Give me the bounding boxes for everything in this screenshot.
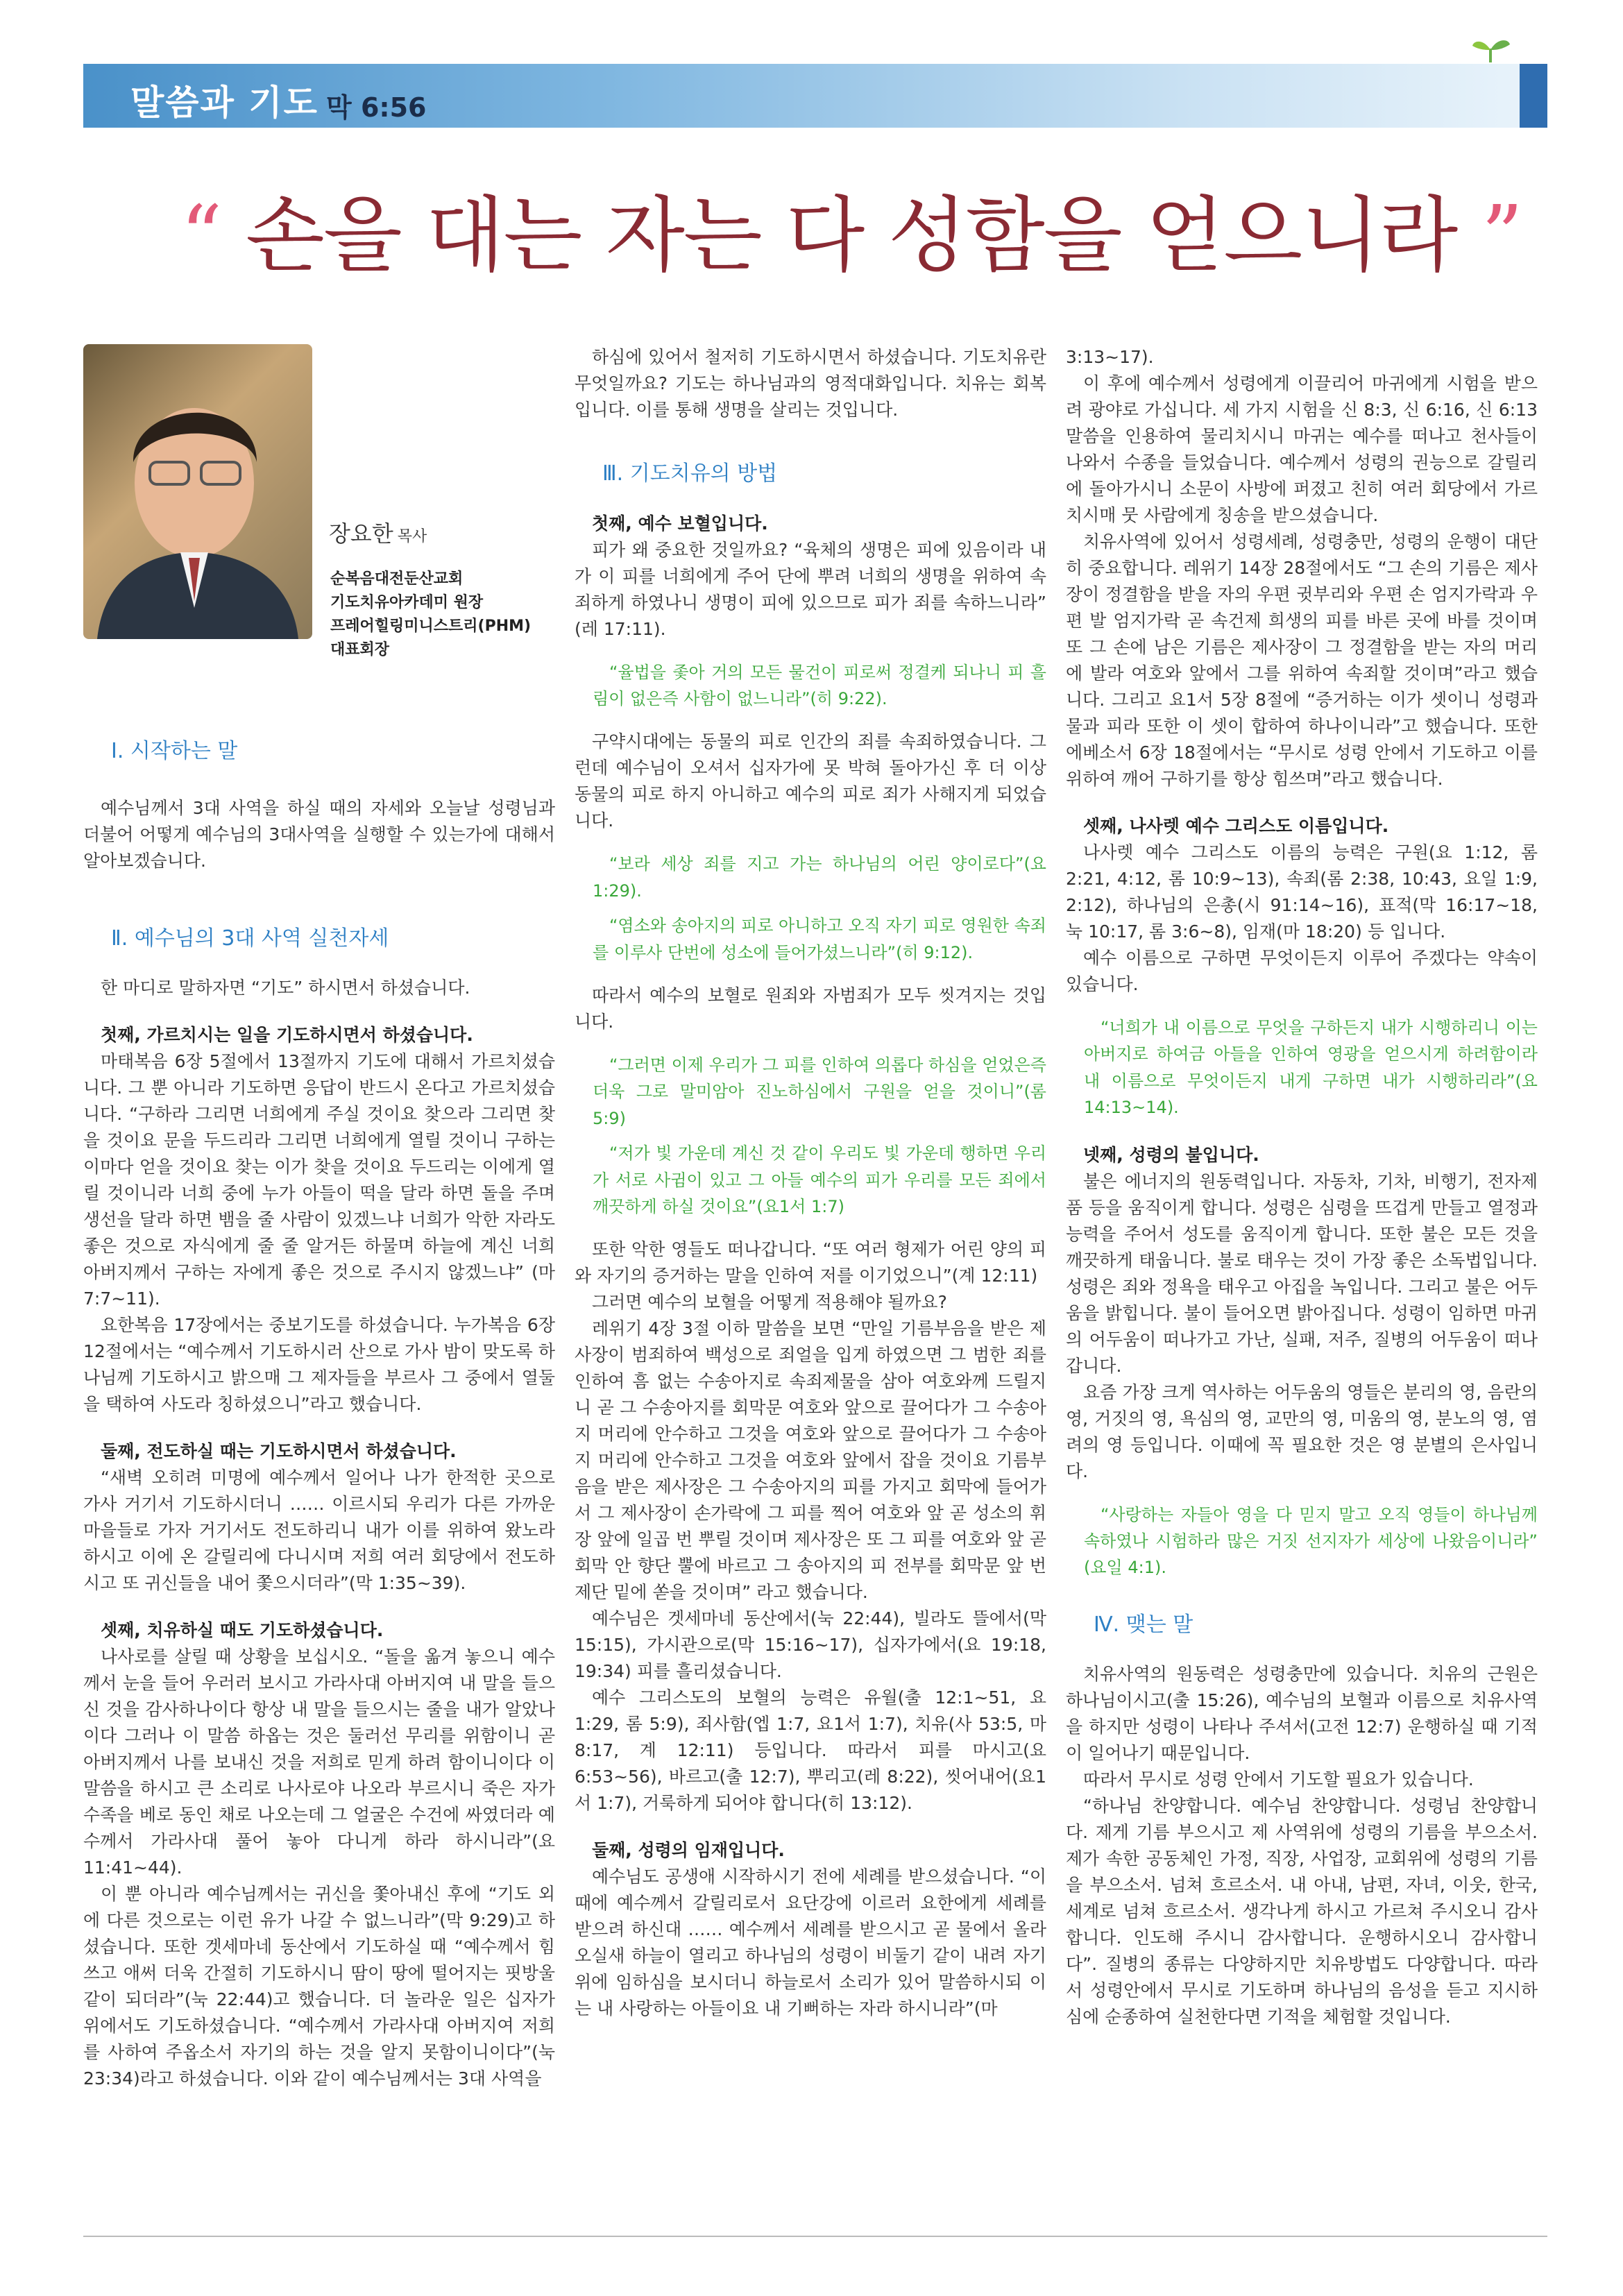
paragraph: 나사로를 살릴 때 상황을 보십시오. “돌을 옮겨 놓으니 예수께서 눈을 들어 우러러 보시고 가라사대 아버지여 내 말을 들으신 것을 감사하나이다 항상 내 말을 들으시는 줄을 내가 알았나이다 그러나 이 말씀 하옵는 것은 둘러선 무리를 위함이니 곧 아버지께서 나를 보내신 것을 저희로 믿게 하려 함이니이다 이 말씀을 하시고 큰 소리로 나사로야 나오라 부르시니 죽은 자가 수족을 베로 동인 채로 나오는데 그 얼굴은 수건에 싸였더라 예수께서 가라사대 풀어 놓아 다니게 하라 하시니라”(요 11:41~44). [83,1647,555,1878]
paragraph: 나사렛 예수 그리스도 이름의 능력은 구원(요 1:12, 롬 2:21, 4:12, 롬 10:9~13), 속죄(롬 2:38, 10:43, 요일 1:9, 2:12), 하나님의 은총(시 91:14~16), 표적(막 16:17~18, 눅 10:17, 롬 3:6~8), 임재(마 18:20) 등 입니다. [1066,842,1538,942]
subsection-heading: 넷째, 성령의 불입니다. [1083,1144,1259,1165]
author-title: 목사 [397,528,427,545]
author-name-text: 장요한 [329,520,393,547]
paragraph: 이 후에 예수께서 성령에게 이끌리어 마귀에게 시험을 받으려 광야로 가십니다. 세 가지 시험을 신 8:3, 신 6:16, 신 6:13 말씀을 인용하여 물리치시니 마귀는 예수를 떠나고 천사들이 나와서 수종을 들었습니다. 예수께서 성령의 권능으로 갈릴리에 돌아가시니 소문이 사방에 퍼졌고 친히 여러 회당에서 가르치시매 뭇 사람에게 칭송을 받으셨습니다. [1066,373,1538,525]
paragraph: 따라서 무시로 성령 안에서 기도할 필요가 있습니다. [1083,1769,1474,1790]
section-heading: Ⅲ. 기도치유의 방법 [602,461,778,486]
column-1 [83,735,555,2092]
scripture-quote: “사랑하는 자들아 영을 다 믿지 말고 오직 영들이 하나님께 속하였나 시험하라 많은 거짓 선지자가 세상에 나왔음이니라” (요일 4:1). [1084,1504,1538,1578]
paragraph: 따라서 예수의 보혈로 원죄와 자범죄가 모두 씻겨지는 것입니다. [575,985,1046,1032]
author-info [330,568,531,662]
headline-text: 손을 대는 자는 다 성함을 얻으니라 [245,187,1457,283]
paragraph: 한 마디로 말하자면 “기도” 하시면서 하셨습니다. [101,978,470,998]
paragraph: 3:13~17). [1066,347,1154,367]
scripture-quote: “저가 빛 가운데 계신 것 같이 우리도 빛 가운데 행하면 우리가 서로 사귐이 있고 그 아들 예수의 피가 우리를 모든 죄에서 깨끗하게 하실 것이요”(요1서 1:7) [593,1143,1046,1216]
paragraph: 요한복음 17장에서는 중보기도를 하셨습니다. 누가복음 6장 12절에서는 “예수께서 기도하시러 산으로 가사 밤이 맞도록 하나님께 기도하시고 밝으매 그 제자들을 부르사 그 중에서 열둘을 택하여 사도라 칭하셨으니”라고 했습니다. [83,1315,555,1415]
scripture-reference: 막 6:56 [326,92,427,123]
subsection-heading: 셋째, 나사렛 예수 그리스도 이름입니다. [1083,816,1389,836]
author-info-line: 기도치유아카데미 원장 [330,594,484,612]
close-quote: ” [1481,187,1522,283]
subsection-heading: 첫째, 예수 보혈입니다. [592,513,768,534]
paragraph: 불은 에너지의 원동력입니다. 자동차, 기차, 비행기, 전자제품 등을 움직이게 합니다. 성령은 심령을 뜨겁게 만들고 열정과 능력을 주어서 성도를 움직이게 합니다. 또한 불은 모든 것을 깨끗하게 태웁니다. 불로 태우는 것이 가장 좋은 소독법입니다. 성령은 죄와 정욕을 태우고 아집을 녹입니다. 그리고 불은 어두움을 밝힙니다. 불이 들어오면 밝아집니다. 성령이 임하면 마귀의 어두움이 떠나가고 가난, 실패, 저주, 질병의 어두움이 떠나갑니다. [1066,1171,1538,1376]
section-heading: Ⅰ. 시작하는 말 [111,739,238,763]
sprout-icon [1470,36,1511,64]
paragraph: 예수 이름으로 구하면 무엇이든지 이루어 주겠다는 약속이 있습니다. [1066,948,1538,994]
paragraph: 피가 왜 중요한 것일까요? “육체의 생명은 피에 있음이라 내가 이 피를 너희에게 주어 단에 뿌려 너희의 생명을 위하여 속죄하게 하였나니 생명이 피에 있으므로 피가 죄를 속하느니라” (레 17:11). [575,539,1046,639]
open-quote: “ [180,187,221,283]
author-info-line: 프레어힐링미니스트리(PHM) [330,618,532,636]
paragraph: 요즘 가장 크게 역사하는 어두움의 영들은 분리의 영, 음란의 영, 거짓의 영, 욕심의 영, 교만의 영, 미움의 영, 분노의 영, 염려의 영 등입니다. 이때에 꼭 필요한 것은 영 분별의 은사입니다. [1066,1381,1538,1481]
author-photo [83,344,312,639]
paragraph: “새벽 오히려 미명에 예수께서 일어나 나가 한적한 곳으로 가사 거기서 기도하시더니 …… 이르시되 우리가 다른 가까운 마을들로 가자 거기서도 전도하리니 내가 이를 위하여 왔노라 하시고 이에 온 갈릴리에 다니시며 저희 여러 회당에서 전도하시고 또 귀신들을 내어 쫓으시더라”(막 1:35~39). [83,1468,555,1594]
paragraph: 마태복음 6장 5절에서 13절까지 기도에 대해서 가르치셨습니다. 그 뿐 아니라 기도하면 응답이 반드시 온다고 가르치셨습니다. “구하라 그리면 너희에게 주실 것이요 찾으라 그리면 찾을 것이요 문을 두드리라 그리면 너희에게 열릴 것이니 구하는 이마다 얻을 것이요 찾는 이가 찾을 것이요 두드리는 이에게 열릴 것이니라 너희 중에 누가 아들이 떡을 달라 하면 돌을 주며 생선을 달라 하면 뱀을 줄 사람이 있겠느냐 너희가 악한 자라도 좋은 것으로 자식에게 줄 줄 알거든 하물며 하늘에 계신 너희 아버지께서 구하는 자에게 좋은 것으로 주시지 않겠느냐” (마 7:7~11). [83,1051,555,1309]
headline [180,169,1522,287]
column-3 [1066,344,1538,2030]
paragraph: 그러면 예수의 보혈을 어떻게 적용해야 될까요? [592,1292,947,1313]
column-2 [575,344,1046,2022]
bottom-rule [83,2236,1547,2237]
subsection-heading: 둘째, 전도하실 때는 기도하시면서 하셨습니다. [101,1441,457,1462]
paragraph: 예수님께서 3대 사역을 하실 때의 자세와 오늘날 성령님과 더불어 어떻게 예수님의 3대사역을 실행할 수 있는가에 대해서 알아보겠습니다. [83,797,555,871]
author-info-line: 대표회장 [330,641,390,659]
section-heading: Ⅱ. 예수님의 3대 사역 실천자세 [111,926,389,951]
author-name [329,516,427,548]
paragraph: 레위기 4장 3절 이하 말씀을 보면 “만일 기름부음을 받은 제사장이 범죄하여 백성으로 죄얼을 입게 하였으면 그 범한 죄를 인하여 흠 없는 수송아지로 속죄제물을 삼아 여호와께 드릴지니 곧 그 수송아지를 회막문 여호와 앞으로 끌어다가 그 수송아지 머리에 안수하고 그것을 여호와 앞으로 끌어다가 그 수송아지 머리에 안수하고 그것을 여호와 앞에서 잡을 것이요 기름부음을 받은 제사장은 그 수송아지의 피를 가지고 회막에 들어가서 그 제사장이 손가락에 그 피를 찍어 여호와 앞 곧 성소의 휘장 앞에 일곱 번 뿌릴 것이며 제사장은 또 그 피를 여호와 앞 곧 회막 안 향단 뿔에 바르고 그 송아지의 피 전부를 회막문 앞 번제단 밑에 쏟을 것이며” 라고 했습니다. [575,1318,1046,1603]
paragraph: 치유사역에 있어서 성령세례, 성령충만, 성령의 운행이 대단히 중요합니다. 레위기 14장 28절에서도 “그 손의 기름은 제사장이 정결함을 받을 자의 우편 귓부리와 우편 손 엄지가락과 우편 발 엄지가락 곧 속건제 희생의 피를 바른 곳에 바를 것이며 또 그 손에 남은 기름은 제사장이 그 정결함을 받는 자의 머리에 발라 여호와 앞에서 그를 위하여 속죄할 것이며”라고 했습니다. 그리고 요1서 5장 8절에 “증거하는 이가 셋이니 성령과 물과 피라 또한 이 셋이 합하여 하나이니라”고 했습니다. 또한 에베소서 6장 18절에서는 “무시로 성령 안에서 기도하고 이를 위하여 깨어 구하기를 항상 힘쓰며”라고 했습니다. [1066,532,1538,789]
scripture-quote: “보라 세상 죄를 지고 가는 하나님의 어린 양이로다”(요 1:29). [593,854,1046,901]
section-title: 말씀과 기도 [130,83,318,123]
scripture-quote: “염소와 송아지의 피로 아니하고 오직 자기 피로 영원한 속죄를 이루사 단번에 성소에 들어가셨느니라”(히 9:12). [593,916,1046,962]
paragraph: 치유사역의 원동력은 성령충만에 있습니다. 치유의 근원은 하나님이시고(출 15:26), 예수님의 보혈과 이름으로 치유사역을 하지만 성령이 나타나 주셔서(고전 12:7) 운행하실 때 기적이 일어나기 때문입니다. [1066,1664,1538,1764]
subsection-heading: 첫째, 가르치시는 일을 기도하시면서 하셨습니다. [101,1025,473,1046]
paragraph: 하심에 있어서 철저히 기도하시면서 하셨습니다. 기도치유란 무엇일까요? 기도는 하나님과의 영적대화입니다. 치유는 회복입니다. 이를 통해 생명을 살리는 것입니다. [575,347,1046,420]
paragraph: “하나님 찬양합니다. 예수님 찬양합니다. 성령님 찬양합니다. 제게 기름 부으시고 제 사역위에 성령의 기름을 부으소서. 제가 속한 공동체인 가정, 직장, 사업장, 교회위에 성령의 기름을 부으소서. 넘쳐 흐르소서. 내 아내, 남편, 자녀, 이웃, 한국, 세계로 넘쳐 흐르소서. 생각나게 하시고 가르쳐 주시오니 감사합니다. 인도해 주시니 감사합니다. 운행하시오니 감사합니다”. 질병의 종류는 다양하지만 치유방법도 다양합니다. 따라서 성령안에서 무시로 기도하며 하나님의 음성을 듣고 지시하심에 순종하여 실천한다면 기적을 체험할 것입니다. [1066,1796,1538,2027]
section-heading: Ⅳ. 맺는 말 [1094,1612,1193,1637]
scripture-quote: “그러면 이제 우리가 그 피를 인하여 의롭다 하심을 얻었은즉 더욱 그로 말미암아 진노하심에서 구원을 얻을 것이니”(롬 5:9) [593,1055,1046,1128]
paragraph: 구약시대에는 동물의 피로 인간의 죄를 속죄하였습니다. 그런데 예수님이 오셔서 십자가에 못 박혀 돌아가신 후 더 이상 동물의 피로 하지 아니하고 예수의 피로 죄가 사해지게 되었습니다. [575,731,1046,831]
subsection-heading: 셋째, 치유하실 때도 기도하셨습니다. [101,1620,384,1641]
paragraph: 예수님은 겟세마네 동산에서(눅 22:44), 빌라도 뜰에서(막 15:15), 가시관으로(막 15:16~17), 십자가에서(요 19:18, 19:34) 피를 흘리셨습니다. [575,1608,1046,1682]
scripture-quote: “율법을 좇아 거의 모든 물건이 피로써 정결케 되나니 피 흘림이 없은즉 사함이 없느니라”(히 9:22). [593,662,1046,708]
author-info-line: 순복음대전둔산교회 [330,570,464,588]
header-edge-bar [1520,64,1547,128]
subsection-heading: 둘째, 성령의 임재입니다. [592,1840,785,1861]
paragraph: 또한 악한 영들도 떠나갑니다. “또 여러 형제가 어린 양의 피와 자기의 증거하는 말을 인하여 저를 이기었으니”(계 12:11) [575,1239,1046,1286]
paragraph: 이 뿐 아니라 예수님께서는 귀신을 쫓아내신 후에 “기도 외에 다른 것으로는 이런 유가 나갈 수 없느니라”(막 9:29)고 하셨습니다. 또한 겟세마네 동산에서 기도하실 때 “예수께서 힘쓰고 애써 더욱 간절히 기도하시니 땀이 땅에 떨어지는 핏방울 같이 되더라”(눅 22:44)고 했습니다. 더 놀라운 일은 십자가 위에서도 기도하셨습니다. “예수께서 가라사대 아버지여 저희를 사하여 주옵소서 자기의 하는 것을 알지 못함이니이다”(눅 23:34)라고 하셨습니다. 이와 같이 예수님께서는 3대 사역을 [83,1884,555,2089]
paragraph: 예수 그리스도의 보혈의 능력은 유월(출 12:1~51, 요 1:29, 롬 5:9), 죄사함(엡 1:7, 요1서 1:7), 치유(사 53:5, 마 8:17, 계 12:11) 등입니다. 따라서 피를 마시고(요 6:53~56), 바르고(출 12:7), 뿌리고(레 8:22), 씻어내어(요1서 1:7), 거룩하게 되어야 합니다(히 13:12). [575,1687,1046,1814]
scripture-quote: “너희가 내 이름으로 무엇을 구하든지 내가 시행하리니 이는 아버지로 하여금 아들을 인하여 영광을 얻으시게 하려함이라 내 이름으로 무엇이든지 내게 구하면 내가 시행하리라”(요 14:13~14). [1084,1018,1538,1118]
paragraph: 예수님도 공생애 시작하시기 전에 세례를 받으셨습니다. “이 때에 예수께서 갈릴리로서 요단강에 이르러 요한에게 세례를 받으려 하신대 …… 예수께서 세례를 받으시고 곧 물에서 올라오실새 하늘이 열리고 하나님의 성령이 비둘기 같이 내려 자기 위에 임하심을 보시더니 하늘로서 소리가 있어 말씀하시되 이는 내 사랑하는 아들이요 내 기뻐하는 자라 하시니라”(마 [575,1866,1046,2019]
